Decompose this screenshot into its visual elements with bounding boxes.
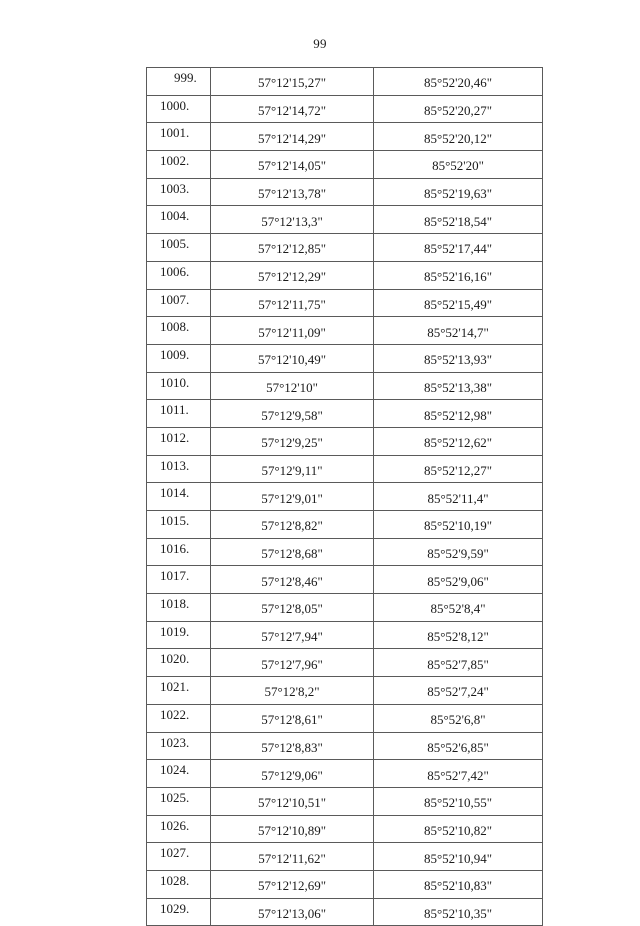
point-number-cell: 1001. bbox=[147, 123, 211, 151]
latitude-cell: 57°12'9,25" bbox=[211, 427, 374, 455]
table-row bbox=[147, 289, 543, 317]
longitude-cell: 85°52'20,12" bbox=[374, 123, 543, 151]
table-row bbox=[147, 344, 543, 372]
table-row bbox=[147, 538, 543, 566]
point-number-cell: 1005. bbox=[147, 234, 211, 262]
latitude-cell: 57°12'12,29" bbox=[211, 261, 374, 289]
longitude-cell: 85°52'12,62" bbox=[374, 427, 543, 455]
point-number-cell: 1012. bbox=[147, 427, 211, 455]
point-number-cell: 1020. bbox=[147, 649, 211, 677]
longitude-cell: 85°52'10,55" bbox=[374, 787, 543, 815]
longitude-cell: 85°52'14,7" bbox=[374, 317, 543, 345]
latitude-cell: 57°12'13,78" bbox=[211, 178, 374, 206]
point-number-cell: 1000. bbox=[147, 95, 211, 123]
latitude-cell: 57°12'11,62" bbox=[211, 843, 374, 871]
coordinates-table-body bbox=[147, 68, 543, 926]
longitude-cell: 85°52'20,46" bbox=[374, 68, 543, 96]
point-number-cell: 999. bbox=[147, 68, 211, 96]
latitude-cell: 57°12'9,01" bbox=[211, 483, 374, 511]
latitude-cell: 57°12'12,85" bbox=[211, 234, 374, 262]
longitude-cell: 85°52'12,27" bbox=[374, 455, 543, 483]
point-number-cell: 1026. bbox=[147, 815, 211, 843]
latitude-cell: 57°12'8,05" bbox=[211, 594, 374, 622]
longitude-cell: 85°52'10,83" bbox=[374, 870, 543, 898]
longitude-cell: 85°52'10,94" bbox=[374, 843, 543, 871]
point-number-cell: 1022. bbox=[147, 704, 211, 732]
latitude-cell: 57°12'11,75" bbox=[211, 289, 374, 317]
latitude-cell: 57°12'8,61" bbox=[211, 704, 374, 732]
latitude-cell: 57°12'8,82" bbox=[211, 511, 374, 539]
point-number-cell: 1015. bbox=[147, 511, 211, 539]
latitude-cell: 57°12'7,94" bbox=[211, 621, 374, 649]
table-row bbox=[147, 372, 543, 400]
latitude-cell: 57°12'14,72" bbox=[211, 95, 374, 123]
point-number-cell: 1028. bbox=[147, 870, 211, 898]
table-row bbox=[147, 261, 543, 289]
longitude-cell: 85°52'9,06" bbox=[374, 566, 543, 594]
latitude-cell: 57°12'12,69" bbox=[211, 870, 374, 898]
longitude-cell: 85°52'7,42" bbox=[374, 760, 543, 788]
point-number-cell: 1018. bbox=[147, 594, 211, 622]
latitude-cell: 57°12'9,58" bbox=[211, 400, 374, 428]
point-number-cell: 1014. bbox=[147, 483, 211, 511]
table-row bbox=[147, 649, 543, 677]
table-row bbox=[147, 123, 543, 151]
latitude-cell: 57°12'7,96" bbox=[211, 649, 374, 677]
point-number-cell: 1029. bbox=[147, 898, 211, 926]
table-row bbox=[147, 206, 543, 234]
point-number-cell: 1009. bbox=[147, 344, 211, 372]
latitude-cell: 57°12'8,68" bbox=[211, 538, 374, 566]
latitude-cell: 57°12'8,2" bbox=[211, 677, 374, 705]
point-number-cell: 1004. bbox=[147, 206, 211, 234]
point-number-cell: 1025. bbox=[147, 787, 211, 815]
table-row bbox=[147, 483, 543, 511]
point-number-cell: 1013. bbox=[147, 455, 211, 483]
table-row bbox=[147, 317, 543, 345]
table-row bbox=[147, 566, 543, 594]
longitude-cell: 85°52'13,93" bbox=[374, 344, 543, 372]
point-number-cell: 1010. bbox=[147, 372, 211, 400]
point-number-cell: 1002. bbox=[147, 151, 211, 179]
point-number-cell: 1019. bbox=[147, 621, 211, 649]
table-row bbox=[147, 898, 543, 926]
longitude-cell: 85°52'10,82" bbox=[374, 815, 543, 843]
longitude-cell: 85°52'10,35" bbox=[374, 898, 543, 926]
latitude-cell: 57°12'10,89" bbox=[211, 815, 374, 843]
table-row bbox=[147, 760, 543, 788]
point-number-cell: 1008. bbox=[147, 317, 211, 345]
longitude-cell: 85°52'15,49" bbox=[374, 289, 543, 317]
longitude-cell: 85°52'11,4" bbox=[374, 483, 543, 511]
longitude-cell: 85°52'20,27" bbox=[374, 95, 543, 123]
table-row bbox=[147, 427, 543, 455]
table-row bbox=[147, 455, 543, 483]
longitude-cell: 85°52'20" bbox=[374, 151, 543, 179]
latitude-cell: 57°12'9,06" bbox=[211, 760, 374, 788]
point-number-cell: 1016. bbox=[147, 538, 211, 566]
point-number-cell: 1017. bbox=[147, 566, 211, 594]
table-row bbox=[147, 870, 543, 898]
point-number-cell: 1021. bbox=[147, 677, 211, 705]
longitude-cell: 85°52'7,85" bbox=[374, 649, 543, 677]
point-number-cell: 1003. bbox=[147, 178, 211, 206]
table-row bbox=[147, 400, 543, 428]
longitude-cell: 85°52'12,98" bbox=[374, 400, 543, 428]
table-row bbox=[147, 95, 543, 123]
latitude-cell: 57°12'10,51" bbox=[211, 787, 374, 815]
table-row bbox=[147, 787, 543, 815]
table-row bbox=[147, 178, 543, 206]
table-row bbox=[147, 621, 543, 649]
latitude-cell: 57°12'15,27" bbox=[211, 68, 374, 96]
latitude-cell: 57°12'10,49" bbox=[211, 344, 374, 372]
latitude-cell: 57°12'13,3" bbox=[211, 206, 374, 234]
table-row bbox=[147, 151, 543, 179]
page-number: 99 bbox=[313, 36, 327, 51]
longitude-cell: 85°52'8,4" bbox=[374, 594, 543, 622]
longitude-cell: 85°52'6,85" bbox=[374, 732, 543, 760]
longitude-cell: 85°52'10,19" bbox=[374, 511, 543, 539]
table-row bbox=[147, 594, 543, 622]
longitude-cell: 85°52'7,24" bbox=[374, 677, 543, 705]
latitude-cell: 57°12'8,83" bbox=[211, 732, 374, 760]
longitude-cell: 85°52'9,59" bbox=[374, 538, 543, 566]
table-row bbox=[147, 843, 543, 871]
table-row bbox=[147, 68, 543, 96]
point-number-cell: 1024. bbox=[147, 760, 211, 788]
table-row bbox=[147, 511, 543, 539]
point-number-cell: 1011. bbox=[147, 400, 211, 428]
point-number-cell: 1006. bbox=[147, 261, 211, 289]
table-row bbox=[147, 677, 543, 705]
table-row bbox=[147, 234, 543, 262]
coordinates-table bbox=[146, 67, 543, 926]
longitude-cell: 85°52'8,12" bbox=[374, 621, 543, 649]
latitude-cell: 57°12'8,46" bbox=[211, 566, 374, 594]
latitude-cell: 57°12'10" bbox=[211, 372, 374, 400]
point-number-cell: 1027. bbox=[147, 843, 211, 871]
table-row bbox=[147, 704, 543, 732]
longitude-cell: 85°52'18,54" bbox=[374, 206, 543, 234]
latitude-cell: 57°12'13,06" bbox=[211, 898, 374, 926]
latitude-cell: 57°12'14,29" bbox=[211, 123, 374, 151]
point-number-cell: 1007. bbox=[147, 289, 211, 317]
point-number-cell: 1023. bbox=[147, 732, 211, 760]
longitude-cell: 85°52'13,38" bbox=[374, 372, 543, 400]
longitude-cell: 85°52'17,44" bbox=[374, 234, 543, 262]
longitude-cell: 85°52'6,8" bbox=[374, 704, 543, 732]
latitude-cell: 57°12'14,05" bbox=[211, 151, 374, 179]
latitude-cell: 57°12'11,09" bbox=[211, 317, 374, 345]
longitude-cell: 85°52'19,63" bbox=[374, 178, 543, 206]
table-row bbox=[147, 732, 543, 760]
longitude-cell: 85°52'16,16" bbox=[374, 261, 543, 289]
table-row bbox=[147, 815, 543, 843]
latitude-cell: 57°12'9,11" bbox=[211, 455, 374, 483]
